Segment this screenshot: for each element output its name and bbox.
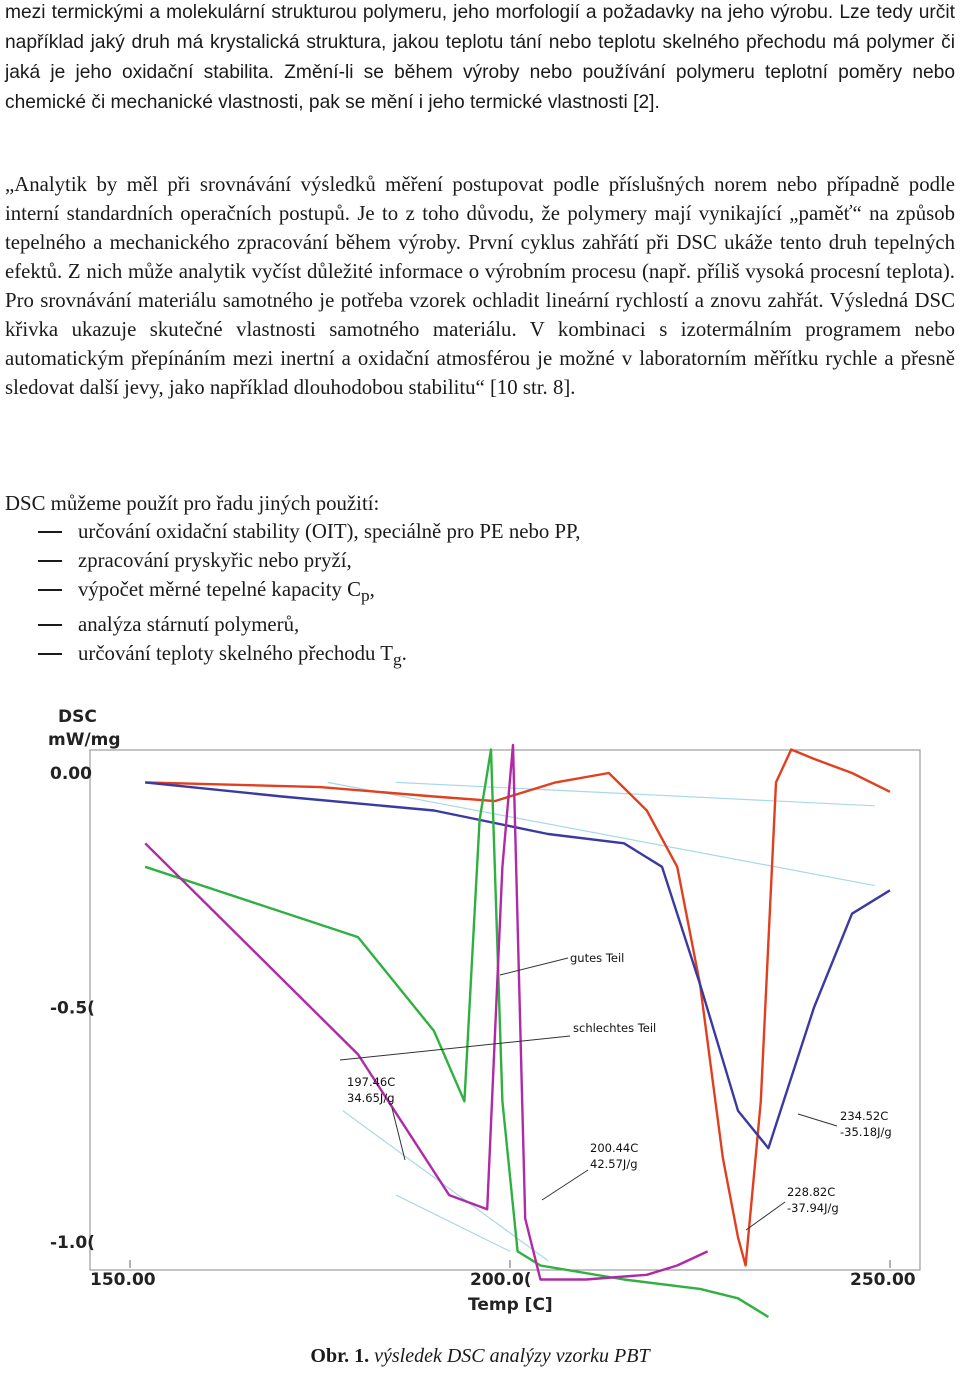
plot-area (50, 745, 920, 1317)
annotation-label: schlechtes Teil (573, 1021, 657, 1035)
dash-bullet (38, 653, 62, 655)
y-tick-label: 0.00 (50, 764, 92, 784)
annotation-label: 234.52C (840, 1109, 889, 1123)
annotation-label: 197.46C (347, 1075, 396, 1089)
annotation-value: 42.57J/g (590, 1157, 638, 1171)
list-item: určování oxidační stability (OIT), speciálně pro PE nebo PP, (5, 517, 905, 546)
annotation-label: 200.44C (590, 1141, 639, 1155)
dsc-chart (40, 690, 940, 1330)
y-axis-label-unit: mW/mg (48, 730, 121, 750)
series-line-green (145, 750, 768, 1318)
caption-label: Obr. 1. (310, 1345, 370, 1367)
dash-bullet (38, 589, 62, 591)
y-tick-label: -1.0( (50, 1233, 95, 1253)
paragraph-intro: mezi termickými a molekulární strukturou polymeru, jeho morfologií a požadavky na jeho výrobu. Lze tedy určit například jaký druh má krystalická struktura, jakou teplotu tání nebo teplotu skelného přechodu má polymer či jaká je jeho oxidační stabilita. Změní-li se během výroby nebo používání polymeru teplotní poměry nebo chemické či mechanické vlastnosti, pak se mění i jeho termické vlastnosti [2]. (5, 2, 955, 113)
list-item: zpracování pryskyřic nebo pryží, (5, 546, 905, 575)
dash-bullet (38, 560, 62, 562)
series-line-magenta (145, 745, 707, 1280)
dash-bullet (38, 531, 62, 533)
annotation-leader (500, 958, 568, 975)
baseline-line (396, 782, 875, 805)
caption-text: výsledek DSC analýzy vzorku PBT (369, 1345, 650, 1367)
annotation-leader (542, 1170, 588, 1200)
paragraph-quote: „Analytik by měl při srovnávání výsledků měření postupovat podle příslušných norem nebo případně podle interní standardních operačních postupů. Je to z toho důvodu, že polymery mají vynikající „paměť“ na způsob tepelného a mechanického zpracování během výroby. První cyklus zahřátí při DSC ukáže tento druh tepelných efektů. Z nich může analytik vyčíst důležité informace o výrobním procesu (např. příliš vysoká procesní teplota). Pro srovnávání materiálu samotného je potřeba vzorek ochladit lineární rychlostí a znovu zahřát. Výsledná DSC křivka ukazuje skutečné vlastnosti samotného materiálu. V kombinaci s izotermálním programem nebo automatickým přepínáním mezi inertní a oxidační atmosférou je možné v laboratorním měřítku rychle a přesně sledovat další jevy, jako například dlouhodobou stabilitu“ [10 str. 8]. (5, 173, 955, 399)
dash-bullet (38, 624, 62, 626)
y-axis-label-dsc: DSC (58, 707, 97, 727)
annotation-label: 228.82C (787, 1185, 836, 1199)
figure-caption (0, 1345, 960, 1368)
annotation-value: 34.65J/g (347, 1091, 395, 1105)
annotation-leader (798, 1114, 837, 1126)
list-item: výpočet měrné tepelné kapacity $C_p$, (5, 575, 905, 610)
uses-list (5, 517, 905, 674)
baseline-line (328, 782, 875, 885)
annotation-value: -37.94J/g (787, 1201, 839, 1215)
paragraph-list-intro: DSC můžeme použít pro řadu jiných použití: (5, 492, 380, 515)
annotation-label: gutes Teil (570, 951, 625, 965)
x-tick-label: 250.00 (850, 1270, 916, 1290)
x-tick-label: 200.0( (470, 1270, 532, 1290)
list-item: určování teploty skelného přechodu $T_g$. (5, 639, 905, 674)
x-tick-label: 150.00 (90, 1270, 156, 1290)
x-axis-label: Temp [C] (468, 1295, 553, 1315)
annotation-value: -35.18J/g (840, 1125, 892, 1139)
list-item: analýza stárnutí polymerů, (5, 610, 905, 639)
annotation-leader (340, 1036, 570, 1060)
baseline-line (396, 1195, 510, 1251)
y-tick-label: -0.5( (50, 998, 95, 1019)
